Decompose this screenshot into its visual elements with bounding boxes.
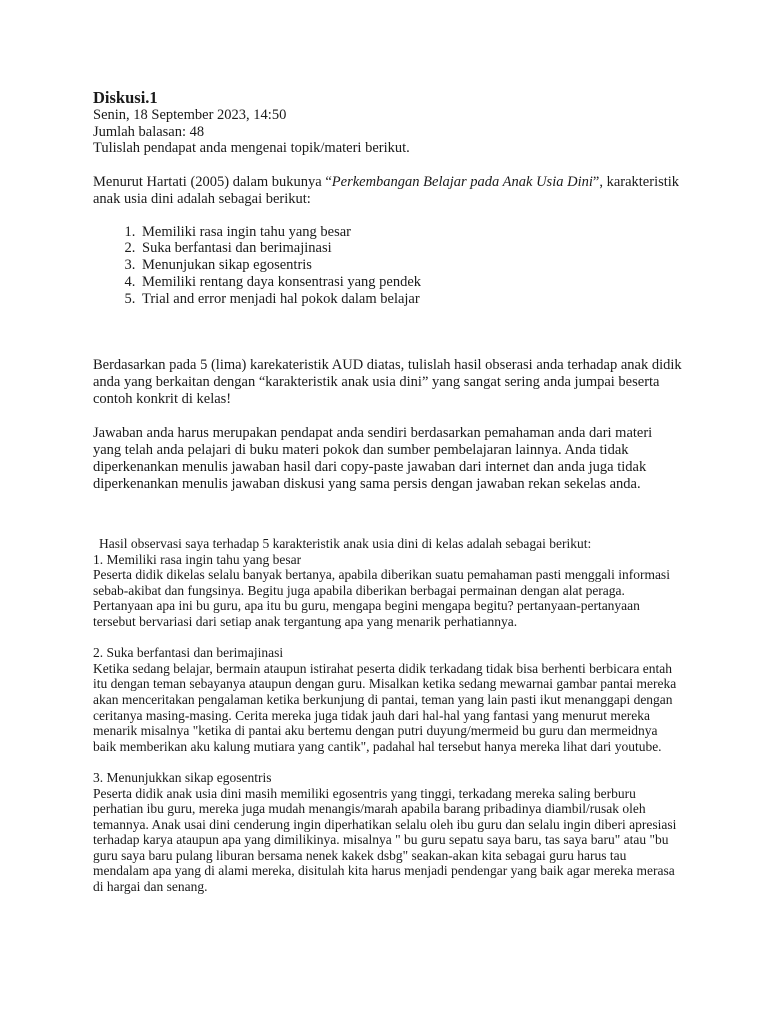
discussion-prompt xyxy=(93,88,683,493)
section-body: Peserta didik anak usia dini masih memiliki egosentris yang tinggi, terkadang mereka saling berburu perhatian ibu guru, mereka juga mudah menangis/marah apabila barang pribadinya diambil/rusak oleh temannya. Anak usai dini cenderung ingin diperhatikan selalu oleh ibu guru dan selalu ingin diberi apresiasi terhadap karya ataupun apa yang dimilikinya. misalnya " bu guru sepatu saya baru, tas saya baru" atau "bu guru saya baru pulang liburan bersama nenek kakek dsbg" seakan-akan kita sebagai guru harus tau mendalam apa yang di alami mereka, disitulah kita harus menjadi pendengar yang baik agar mereka merasa di hargai dan senang. xyxy=(93,785,677,895)
section-heading: 2. Suka berfantasi dan berimajinasi xyxy=(93,645,284,661)
answer-lead: Hasil observasi saya terhadap 5 karakteristik anak usia dini di kelas adalah sebagai berikut: xyxy=(99,536,592,551)
task-paragraph: Berdasarkan pada 5 (lima) karekateristik AUD diatas, tulislah hasil obserasi anda terhadap anak didik anda yang berkaitan dengan “karakteristik anak usia dini” yang sangat sering anda jumpai beserta contoh konkrit di kelas! xyxy=(93,357,682,408)
section-body: Ketika sedang belajar, bermain ataupun istirahat peserta didik terkadang tidak bisa berhenti berbicara entah itu dengan teman sebayanya ataupun dengan guru. Misalkan ketika sedang mewarnai gambar pantai mereka akan menceritakan pengalaman ketika berkunjung di pantai, teman yang lain pasti ikut menanggapi dengan ceritanya masing-masing. Cerita mereka juga tidak jauh dari hal-hal yang fantasi yang menurut mereka menarik misalnya "ketika di pantai aku bertemu dengan putri duyung/mermeid bu guru dan mermeidnya baik memberikan aku kalung mutiara yang cantik", padahal hal tersebut hanya mereka lihat dari youtube. xyxy=(93,660,677,754)
reply-count: Jumlah balasan: 48 xyxy=(93,123,205,140)
answer-section xyxy=(93,536,683,895)
list-item: 2. Suka berfantasi dan berimajinasi xyxy=(139,240,683,257)
section-heading: 1. Memiliki rasa ingin tahu yang besar xyxy=(93,551,302,567)
list-item: 4. Memiliki rentang daya konsentrasi yang pendek xyxy=(139,274,683,291)
list-item: 5. Trial and error menjadi hal pokok dalam belajar xyxy=(139,291,683,308)
intro-paragraph: Menurut Hartati (2005) dalam bukunya “Perkembangan Belajar pada Anak Usia Dini”, karakteristik anak usia dini adalah sebagai berikut: xyxy=(93,173,680,207)
book-title: Perkembangan Belajar pada Anak Usia Dini xyxy=(331,173,593,190)
post-date: Senin, 18 September 2023, 14:50 xyxy=(93,107,287,123)
instruction-text: Tulislah pendapat anda mengenai topik/materi berikut. xyxy=(93,140,410,156)
section-heading: 3. Menunjukkan sikap egosentris xyxy=(93,769,272,785)
page-title: Diskusi.1 xyxy=(93,88,158,107)
rules-paragraph: Jawaban anda harus merupakan pendapat anda sendiri berdasarkan pemahaman anda dari materi yang telah anda pelajari di buku materi pokok dan sumber pembelajaran lainnya. Anda tidak diperkenankan menulis jawaban hasil dari copy-paste jawaban dari internet dan anda juga tidak diperkenankan menulis jawaban diskusi yang sama persis dengan jawaban rekan sekelas anda. xyxy=(93,425,653,493)
list-item: 3. Menunjukan sikap egosentris xyxy=(139,257,683,274)
section-body: Peserta didik dikelas selalu banyak bertanya, apabila diberikan suatu pemahaman pasti menggali informasi sebab-akibat dan fungsinya. Begitu juga apabila diberikan berbagai permainan dengan alat peraga. Pertanyaan apa ini bu guru, apa itu bu guru, mengapa begini mengapa begitu? pertanyaan-pertanyaan tersebut bervariasi dari setiap anak tergantung apa yang menarik perhatiannya. xyxy=(93,567,670,629)
list-item: 1. Memiliki rasa ingin tahu yang besar xyxy=(139,224,683,241)
characteristics-list xyxy=(93,224,683,308)
